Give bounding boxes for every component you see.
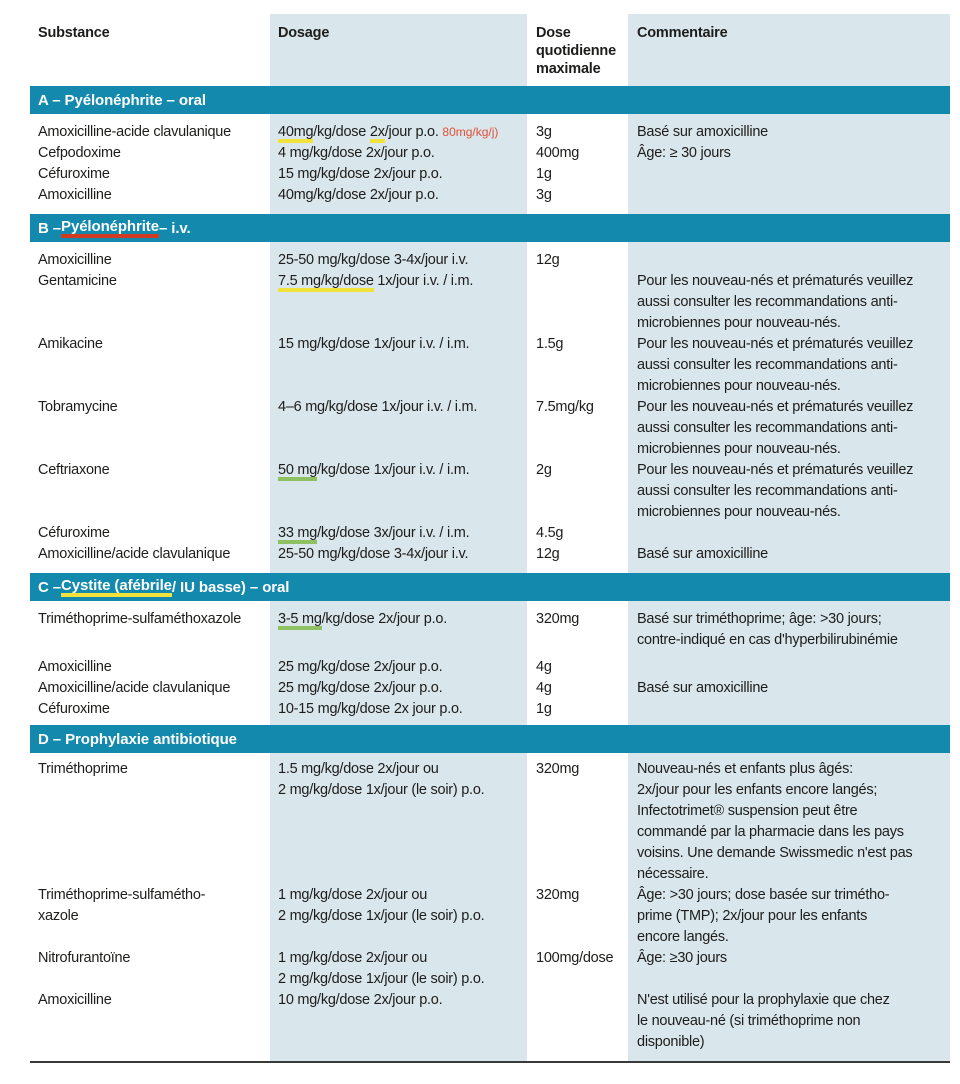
dosage-cell (270, 143, 527, 164)
text-line (278, 122, 523, 143)
comment-cell (628, 164, 950, 185)
text-line (278, 460, 523, 481)
max-dose-cell: 7.5mg/kg (536, 399, 594, 415)
section-a-rows (30, 114, 950, 214)
dosage-cell (270, 759, 527, 885)
section-b-rows (30, 242, 950, 573)
table-row (30, 990, 950, 1053)
text-segment: A – Pyélonéphrite – oral (38, 91, 206, 109)
text-line (278, 544, 523, 565)
text-line: microbiennes pour nouveau-nés. (637, 441, 841, 457)
text-line: xazole (38, 908, 79, 924)
table-row (30, 699, 950, 720)
table-row (30, 397, 950, 460)
annotation-red-text: 80mg/kg/j) (442, 125, 499, 139)
text-line: Triméthoprime (38, 761, 128, 777)
max-dose-cell: 100mg/dose (536, 950, 614, 966)
table-row (30, 759, 950, 885)
comment-cell (628, 678, 950, 699)
text-line (278, 759, 523, 780)
text-segment: /kg/dose 3x/jour i.v. / i.m. (317, 525, 470, 541)
section-c-header (30, 573, 950, 601)
text-line: Amoxicilline (38, 252, 112, 268)
substance-cell (30, 948, 270, 990)
text-segment: B – (38, 219, 62, 237)
text-segment: 25 mg/kg/dose 2x/jour p.o. (278, 680, 443, 696)
text-line: Tobramycine (38, 399, 118, 415)
text-line (278, 678, 523, 699)
comment-cell (628, 885, 950, 948)
text-line: Amikacine (38, 336, 103, 352)
substance-cell (30, 334, 270, 397)
text-segment: /jour p.o. (384, 124, 443, 140)
max-dose-cell: 4g (536, 659, 552, 675)
annotation-underline-green: 3-5 mg (278, 611, 322, 630)
comment-cell (628, 460, 950, 523)
max-dose-cell: 320mg (536, 887, 580, 903)
section-a-header (30, 86, 950, 114)
text-line: Basé sur triméthoprime; âge: >30 jours; (637, 611, 882, 627)
annotation-underline-green: 50 mg (278, 462, 317, 481)
text-segment: /kg/dose 1x/jour i.v. / i.m. (317, 462, 470, 478)
max-dose-cell (527, 990, 628, 1053)
max-dose-cell: 12g (536, 252, 560, 268)
text-segment: C – (38, 578, 62, 596)
text-segment: 40mg/kg/dose 2x/jour p.o. (278, 187, 439, 203)
text-segment: D – Prophylaxie antibiotique (38, 730, 237, 748)
text-line: Amoxicilline-acide clavulanique (38, 124, 231, 140)
dosage-cell (270, 699, 527, 720)
comment-cell (628, 759, 950, 885)
table-row (30, 678, 950, 699)
column-header-comment: Commentaire (637, 25, 728, 41)
text-segment: 15 mg/kg/dose 2x/jour p.o. (278, 166, 443, 182)
text-line: Nouveau-nés et enfants plus âgés: (637, 761, 853, 777)
annotation-underline-yellow: 2x (370, 124, 385, 143)
text-line (278, 990, 523, 1011)
text-line: disponible) (637, 1034, 705, 1050)
max-dose-cell: 3g (536, 187, 552, 203)
text-line: Triméthoprime-sulfamétho- (38, 887, 206, 903)
text-line: Basé sur amoxicilline (637, 546, 768, 562)
comment-cell (628, 185, 950, 206)
text-line: aussi consulter les recommandations anti- (637, 420, 898, 436)
comment-cell (628, 657, 950, 678)
text-line: nécessaire. (637, 866, 709, 882)
text-line: commandé par la pharmacie dans les pays (637, 824, 904, 840)
substance-cell (30, 460, 270, 523)
text-line: contre-indiqué en cas d'hyperbilirubinémie (637, 632, 898, 648)
text-line: Infectotrimet® suspension peut être (637, 803, 858, 819)
comment-cell (628, 122, 950, 143)
text-line: aussi consulter les recommandations anti- (637, 357, 898, 373)
section-d-header (30, 725, 950, 753)
text-line: prime (TMP); 2x/jour pour les enfants (637, 908, 868, 924)
max-dose-cell: 12g (536, 546, 560, 562)
substance-cell (30, 678, 270, 699)
text-line: 2x/jour pour les enfants encore langés; (637, 782, 878, 798)
text-line: Âge: ≥30 jours (637, 950, 727, 966)
column-header-max-daily-dose: Dose quotidienne maximale (536, 25, 616, 77)
substance-cell (30, 523, 270, 544)
text-line: Céfuroxime (38, 525, 110, 541)
annotation-underline-yellow: Cystite (afébrile (61, 577, 172, 597)
text-line (278, 185, 523, 206)
text-line: microbiennes pour nouveau-nés. (637, 504, 841, 520)
text-segment: 15 mg/kg/dose 1x/jour i.v. / i.m. (278, 336, 470, 352)
text-line: Amoxicilline/acide clavulanique (38, 680, 231, 696)
comment-cell (628, 699, 950, 720)
comment-cell (628, 250, 950, 271)
text-line: aussi consulter les recommandations anti- (637, 294, 898, 310)
max-dose-cell: 3g (536, 124, 552, 140)
max-dose-cell: 1.5g (536, 336, 564, 352)
text-segment: 1.5 mg/kg/dose 2x/jour ou (278, 761, 439, 777)
text-segment: 1 mg/kg/dose 2x/jour ou (278, 887, 428, 903)
table-row (30, 143, 950, 164)
text-segment: 10 mg/kg/dose 2x/jour p.o. (278, 992, 443, 1008)
column-header-dosage: Dosage (278, 25, 330, 41)
dosage-cell (270, 678, 527, 699)
text-segment: /kg/dose 2x/jour p.o. (321, 611, 447, 627)
comment-cell (628, 143, 950, 164)
section-d-rows (30, 753, 950, 1061)
text-line (278, 523, 523, 544)
substance-cell (30, 143, 270, 164)
substance-cell (30, 885, 270, 948)
text-line (278, 334, 523, 355)
text-segment: /kg/dose (313, 124, 370, 140)
dosage-cell (270, 397, 527, 460)
max-dose-cell: 4.5g (536, 525, 564, 541)
section-b-header (30, 214, 950, 242)
text-line (278, 948, 523, 969)
text-line: aussi consulter les recommandations anti- (637, 483, 898, 499)
substance-cell (30, 164, 270, 185)
dosage-cell (270, 334, 527, 397)
table-row (30, 164, 950, 185)
dosage-cell (270, 185, 527, 206)
text-line: Amoxicilline/acide clavulanique (38, 546, 231, 562)
text-line: encore langés. (637, 929, 729, 945)
text-line: Pour les nouveau-nés et prématurés veuillez (637, 273, 914, 289)
max-dose-cell: 1g (536, 166, 552, 182)
text-line: Céfuroxime (38, 166, 110, 182)
table-row (30, 334, 950, 397)
annotation-underline-yellow: 7.5 mg/kg/dose (278, 273, 374, 292)
text-segment: 25-50 mg/kg/dose 3-4x/jour i.v. (278, 252, 469, 268)
text-line: Ceftriaxone (38, 462, 110, 478)
text-line: le nouveau-né (si triméthoprime non (637, 1013, 861, 1029)
dosage-cell (270, 948, 527, 990)
text-line (278, 271, 523, 292)
table-row (30, 948, 950, 990)
text-segment: 1 mg/kg/dose 2x/jour ou (278, 950, 428, 966)
substance-cell (30, 397, 270, 460)
dosage-cell (270, 250, 527, 271)
section-c-rows (30, 601, 950, 725)
text-line: Amoxicilline (38, 992, 112, 1008)
dosage-cell (270, 122, 527, 143)
comment-cell (628, 609, 950, 651)
annotation-underline-green: 33 mg (278, 525, 317, 544)
substance-cell (30, 759, 270, 885)
text-line: voisins. Une demande Swissmedic n'est pas (637, 845, 913, 861)
max-dose-cell: 320mg (536, 611, 580, 627)
text-segment: 2 mg/kg/dose 1x/jour (le soir) p.o. (278, 782, 485, 798)
text-line: Triméthoprime-sulfaméthoxazole (38, 611, 242, 627)
text-line (278, 780, 523, 801)
text-line: N'est utilisé pour la prophylaxie que chez (637, 992, 890, 1008)
max-dose-cell: 4g (536, 680, 552, 696)
text-line: Pour les nouveau-nés et prématurés veuillez (637, 399, 914, 415)
text-line (278, 699, 523, 720)
substance-cell (30, 250, 270, 271)
text-line: Nitrofurantoïne (38, 950, 131, 966)
text-line: microbiennes pour nouveau-nés. (637, 378, 841, 394)
text-segment: 25 mg/kg/dose 2x/jour p.o. (278, 659, 443, 675)
text-line: Cefpodoxime (38, 145, 121, 161)
substance-cell (30, 657, 270, 678)
substance-cell (30, 699, 270, 720)
dosage-cell (270, 544, 527, 565)
substance-cell (30, 544, 270, 565)
text-line: Basé sur amoxicilline (637, 124, 768, 140)
table-row (30, 271, 950, 334)
comment-cell (628, 397, 950, 460)
substance-cell (30, 185, 270, 206)
table-row (30, 523, 950, 544)
dosage-cell (270, 523, 527, 544)
substance-cell (30, 122, 270, 143)
text-line: Gentamicine (38, 273, 117, 289)
text-line: Céfuroxime (38, 701, 110, 717)
annotation-underline-red: Pyélonéphrite (61, 218, 159, 238)
column-header-substance: Substance (38, 25, 110, 41)
comment-cell (628, 523, 950, 544)
substance-cell (30, 271, 270, 334)
table-row (30, 185, 950, 206)
substance-cell (30, 609, 270, 651)
comment-cell (628, 271, 950, 334)
text-line: Pour les nouveau-nés et prématurés veuillez (637, 462, 914, 478)
text-line (278, 657, 523, 678)
dosage-cell (270, 609, 527, 651)
dosage-cell (270, 164, 527, 185)
table-row (30, 609, 950, 651)
dosage-cell (270, 990, 527, 1053)
text-segment: 1x/jour i.v. / i.m. (373, 273, 474, 289)
max-dose-cell: 400mg (536, 145, 580, 161)
table-row (30, 885, 950, 948)
text-line (278, 885, 523, 906)
text-line (278, 609, 523, 630)
dosage-table (30, 14, 950, 1063)
dosage-cell (270, 657, 527, 678)
text-segment: – i.v. (158, 219, 191, 237)
text-line (278, 906, 523, 927)
dosage-cell (270, 885, 527, 948)
table-row (30, 250, 950, 271)
text-line (278, 143, 523, 164)
table-row (30, 122, 950, 143)
annotation-underline-yellow: 40mg (278, 124, 313, 143)
substance-cell (30, 990, 270, 1053)
text-line (278, 969, 523, 990)
text-segment: 4 mg/kg/dose 2x/jour p.o. (278, 145, 435, 161)
comment-cell (628, 948, 950, 990)
text-segment: 2 mg/kg/dose 1x/jour (le soir) p.o. (278, 908, 485, 924)
max-dose-cell: 1g (536, 701, 552, 717)
table-row (30, 657, 950, 678)
text-segment: 2 mg/kg/dose 1x/jour (le soir) p.o. (278, 971, 485, 987)
text-line: Amoxicilline (38, 187, 112, 203)
text-line: Amoxicilline (38, 659, 112, 675)
text-line: microbiennes pour nouveau-nés. (637, 315, 841, 331)
text-segment: 10-15 mg/kg/dose 2x jour p.o. (278, 701, 463, 717)
text-segment: 4–6 mg/kg/dose 1x/jour i.v. / i.m. (278, 399, 478, 415)
text-line: Âge: ≥ 30 jours (637, 145, 731, 161)
max-dose-cell: 2g (536, 462, 552, 478)
text-line (278, 250, 523, 271)
bottom-rule (30, 1061, 950, 1063)
max-dose-cell: 320mg (536, 761, 580, 777)
text-segment: 25-50 mg/kg/dose 3-4x/jour i.v. (278, 546, 469, 562)
comment-cell (628, 334, 950, 397)
comment-cell (628, 990, 950, 1053)
dosage-cell (270, 460, 527, 523)
text-line: Pour les nouveau-nés et prématurés veuillez (637, 336, 914, 352)
table-row (30, 460, 950, 523)
max-dose-cell (527, 271, 628, 334)
text-line (278, 397, 523, 418)
column-header-row (30, 14, 950, 86)
text-line: Âge: >30 jours; dose basée sur trimétho- (637, 887, 890, 903)
text-line: Basé sur amoxicilline (637, 680, 768, 696)
comment-cell (628, 544, 950, 565)
text-line (278, 164, 523, 185)
text-segment: / IU basse) – oral (171, 578, 290, 596)
table-row (30, 544, 950, 565)
dosage-cell (270, 271, 527, 334)
